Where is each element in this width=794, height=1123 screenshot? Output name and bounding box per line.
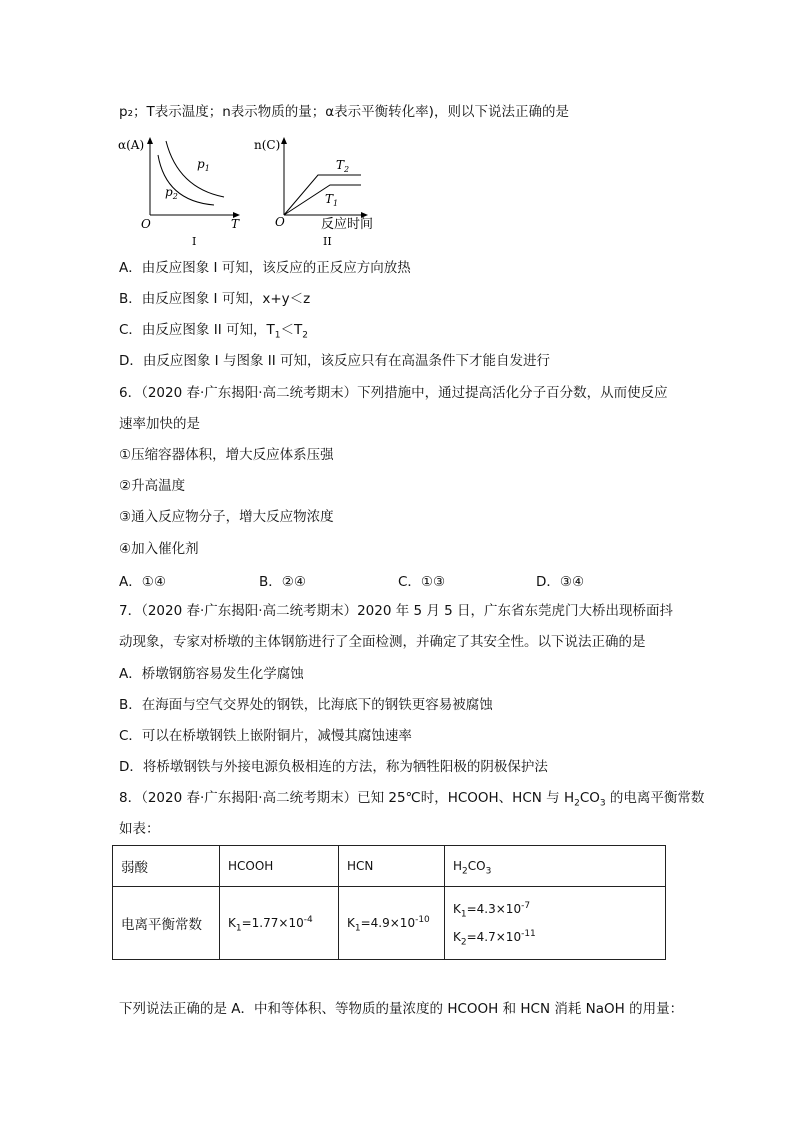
- q8-stem-text-a: 8．（2020 春·广东揭阳·高二统考期末）已知 25℃时，HCOOH、HCN 与 H: [119, 790, 575, 806]
- q6-item-1: ①压缩容器体积，增大反应体系压强: [119, 447, 334, 463]
- fig2-line-t2: [284, 175, 361, 215]
- table-header-row: [113, 846, 666, 887]
- q7-stem-line2: 动现象，专家对桥墩的主体钢筋进行了全面检测，并确定了其安全性。以下说法正确的是: [119, 634, 646, 650]
- q6-item-3: ③通入反应物分子，增大反应物浓度: [119, 509, 334, 525]
- q6-stem-line2: 速率加快的是: [119, 416, 200, 432]
- q7-option-a: A．桥墩钢筋容易发生化学腐蚀: [119, 666, 304, 682]
- fig1-caption: I: [192, 235, 197, 248]
- q7-option-d: D．将桥墩钢铁与外接电源负极相连的方法，称为牺牲阳极的阴极保护法: [119, 759, 548, 775]
- table-header-acid: 弱酸: [113, 846, 220, 887]
- q5-stem-tail: p₂；T表示温度；n表示物质的量；α表示平衡转化率)，则以下说法正确的是: [119, 104, 569, 120]
- q6-options: [119, 570, 679, 590]
- fig2-line-t1: [284, 185, 361, 215]
- q7-option-c: C．可以在桥墩钢铁上嵌附铜片，减慢其腐蚀速率: [119, 728, 412, 744]
- q8-stem-line1: [119, 788, 704, 808]
- fig2-y-arrow: [281, 137, 287, 144]
- table-row-constants: [113, 887, 666, 960]
- figure-1: [118, 137, 240, 248]
- table-header-hcooh: HCOOH: [220, 846, 339, 887]
- q5-option-c-sub1: 1: [274, 330, 281, 341]
- q5-option-a: A．由反应图象 I 可知，该反应的正反应方向放热: [119, 260, 411, 276]
- fig1-p2-label: $p_2$: [165, 185, 178, 201]
- q6-option-c: C．①③: [398, 574, 446, 590]
- fig1-origin: O: [141, 217, 151, 231]
- figure-2: [254, 137, 373, 248]
- table-row-label: 电离平衡常数: [113, 887, 220, 960]
- q6-option-b: B．②④: [259, 574, 306, 590]
- fig2-origin: O: [275, 215, 285, 229]
- table-cell-hcooh-k: $K_1=1.77\times 10^{-4}$: [220, 887, 339, 960]
- fig2-t2-label: $T_2$: [336, 158, 350, 174]
- q8-stem-sub2: 3: [599, 798, 606, 809]
- q6-option-a: A．①④: [119, 574, 166, 590]
- fig1-p1-label: $p_1$: [197, 157, 210, 173]
- q8-constants-table: [112, 845, 666, 960]
- q5-option-c: [119, 320, 308, 340]
- q8-stem-line2: 如表：: [119, 821, 160, 837]
- table-header-h2co3: $H_2CO_3$: [445, 846, 666, 887]
- q8-stem-sub: 2: [574, 798, 580, 809]
- table-header-hcn: HCN: [339, 846, 445, 887]
- table-cell-hcn-k: $K_1=4.9\times 10^{-10}$: [339, 887, 445, 960]
- q5-option-b: B．由反应图象 I 可知，x+y＜z: [119, 291, 311, 307]
- fig1-y-arrow: [147, 137, 153, 144]
- q5-option-c-text: C．由反应图象 II 可知，T: [119, 322, 275, 338]
- h2co3-k2: $K_2=4.7\times 10^{-11}$: [453, 929, 536, 948]
- fig2-ylabel: n(C): [254, 138, 281, 152]
- fig1-ylabel: α(A): [118, 138, 145, 152]
- q5-option-d: D．由反应图象 I 与图象 II 可知，该反应只有在高温条件下才能自发进行: [119, 353, 551, 369]
- q6-stem-line1: 6．（2020 春·广东揭阳·高二统考期末）下列措施中，通过提高活化分子百分数，从而使反应: [119, 385, 668, 401]
- fig2-caption: II: [323, 235, 332, 248]
- fig2-xlabel: 反应时间: [321, 217, 374, 232]
- fig2-t1-label: $T_1$: [325, 192, 339, 208]
- table-cell-h2co3-k: [445, 887, 666, 960]
- fig1-xlabel: T: [231, 217, 240, 231]
- q6-item-4: ④加入催化剂: [119, 541, 199, 557]
- q5-figures: [118, 133, 398, 253]
- q6-item-2: ②升高温度: [119, 478, 186, 494]
- h2co3-k1: $K_1=4.3\times 10^{-7}$: [453, 901, 531, 920]
- q7-stem-line1: 7．（2020 春·广东揭阳·高二统考期末）2020 年 5 月 5 日，广东省东莞虎门大桥出现桥面抖: [119, 603, 674, 619]
- q8-stem-text-c: 的电离平衡常数: [605, 790, 705, 806]
- q8-stem-text-b: CO: [579, 790, 600, 806]
- q5-option-c-sub2: 2: [302, 330, 308, 341]
- q6-option-d: D．③④: [536, 574, 585, 590]
- q8-after-text: 下列说法正确的是 A．中和等体积、等物质的量浓度的 HCOOH 和 HCN 消耗 NaOH 的用量：: [119, 1001, 684, 1017]
- q7-option-b: B．在海面与空气交界处的钢铁，比海底下的钢铁更容易被腐蚀: [119, 697, 493, 713]
- q5-option-c-mid: ＜T: [280, 322, 303, 338]
